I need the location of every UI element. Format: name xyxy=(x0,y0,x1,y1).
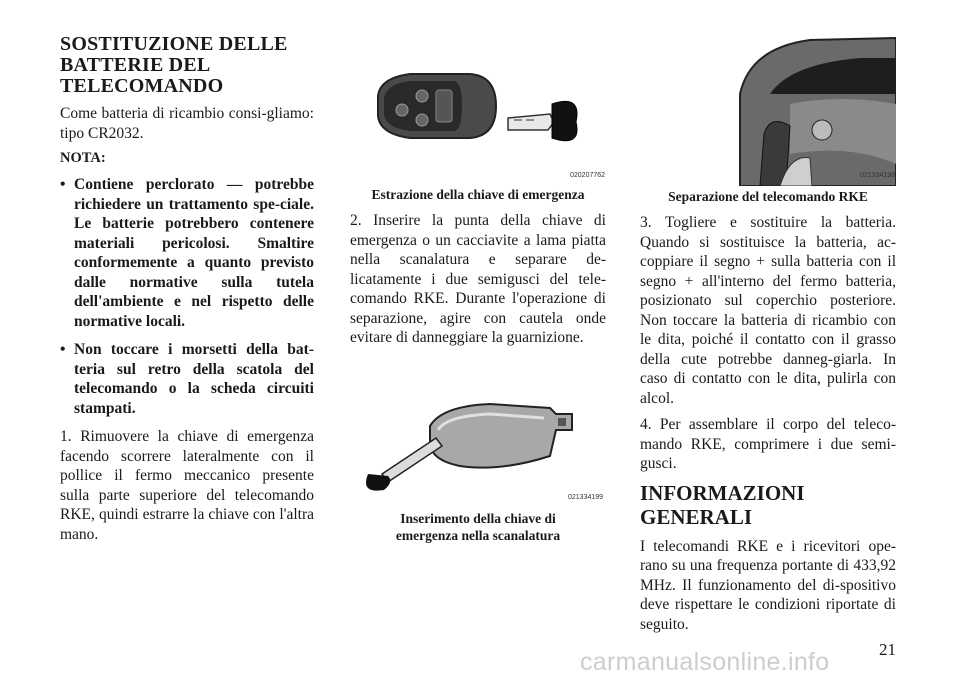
figure-code: 021334198 xyxy=(860,172,896,179)
section-title-general-info: INFORMAZIONI GENERALI xyxy=(640,480,805,529)
caption-line-2: emergenza nella scanalatura xyxy=(395,527,561,543)
figure-caption: Estrazione della chiave di emergenza xyxy=(371,187,585,202)
left-column xyxy=(60,34,314,551)
step-2-text: 2. Inserire la punta della chiave di emergenza o un cacciavite a lama piatta nella scanalatura e separare de-licatamente i due semigusci del tele-comando RKE. Durante l'operazione di separazione, agire con cautela onde evitare di danneggiare la guarnizione. xyxy=(350,212,606,346)
step-4-text: 4. Per assemblare il corpo del teleco-mando RKE, comprimere i due semi-gusci. xyxy=(640,416,896,472)
intro-text: Come batteria di ricambio consi-gliamo: tipo CR2032. xyxy=(60,105,314,142)
nota-label: NOTA: xyxy=(60,150,106,166)
step-3-text: 3. Togliere e sostituire la batteria. Quando si sostituisce la batteria, ac-coppiare il segno + sulla batteria con il segno + all'interno del fermo batteria, posizionato sul coperchio posteriore. Non toccare la batteria di ricambio con le dita, poiché il contatto con il grasso della cute potrebbe danneg-giarla. In caso di contatto con le dita, pulirla con alcol. xyxy=(640,214,896,407)
bullet-text: Contiene perclorato — potrebbe richiedere un trattamento spe-ciale. Le batterie potrebbero contenere materiali pericolosi. Smaltire conformemente a quanto previsto dalle normative sulla tutela dell'ambiente e nel rispetto delle normative locali. xyxy=(74,176,314,330)
section-title-battery: SOSTITUZIONE DELLE BATTERIE DEL TELECOMANDO xyxy=(60,33,288,97)
page-number: 21 xyxy=(879,640,896,659)
middle-column xyxy=(350,34,606,544)
figure-rke-separation xyxy=(640,34,896,186)
key-insertion-illustration xyxy=(350,386,606,506)
nota-bullet-perchlorate xyxy=(60,175,314,331)
general-info-text: I telecomandi RKE e i ricevitori ope-rano su una frequenza portante di 433,92 MHz. Il funzionamento del di-spositivo deve rispettare le condizioni riportate di seguito. xyxy=(640,537,896,633)
nota-bullet-terminals xyxy=(60,340,314,418)
key-fob-extraction-illustration xyxy=(350,34,606,184)
rke-separation-illustration xyxy=(640,34,896,186)
figure-key-insertion xyxy=(350,386,606,506)
right-column xyxy=(640,34,896,641)
figure-caption: Separazione del telecomando RKE xyxy=(668,189,868,204)
bullet-text: Non toccare i morsetti della bat-teria sul retro della scatola del telecomando o la scheda circuiti stampati. xyxy=(74,341,314,417)
nota-list xyxy=(60,175,314,418)
watermark: carmanualsonline.info xyxy=(580,648,830,676)
figure-code: 021334199 xyxy=(568,493,604,501)
figure-code: 020207762 xyxy=(570,172,606,179)
bullet-dot-icon: • xyxy=(60,341,66,358)
figure-caption xyxy=(350,510,606,544)
caption-line-1: Inserimento della chiave di xyxy=(400,510,556,526)
bullet-dot-icon: • xyxy=(60,176,66,193)
figure-emergency-key-extraction xyxy=(350,34,606,184)
step-1-text: 1. Rimuovere la chiave di emergenza facendo scorrere lateralmente con il pollice il fermo meccanico presente sulla parte superiore del telecomando RKE, quindi estrarre la chiave con l'altra mano. xyxy=(60,428,314,543)
